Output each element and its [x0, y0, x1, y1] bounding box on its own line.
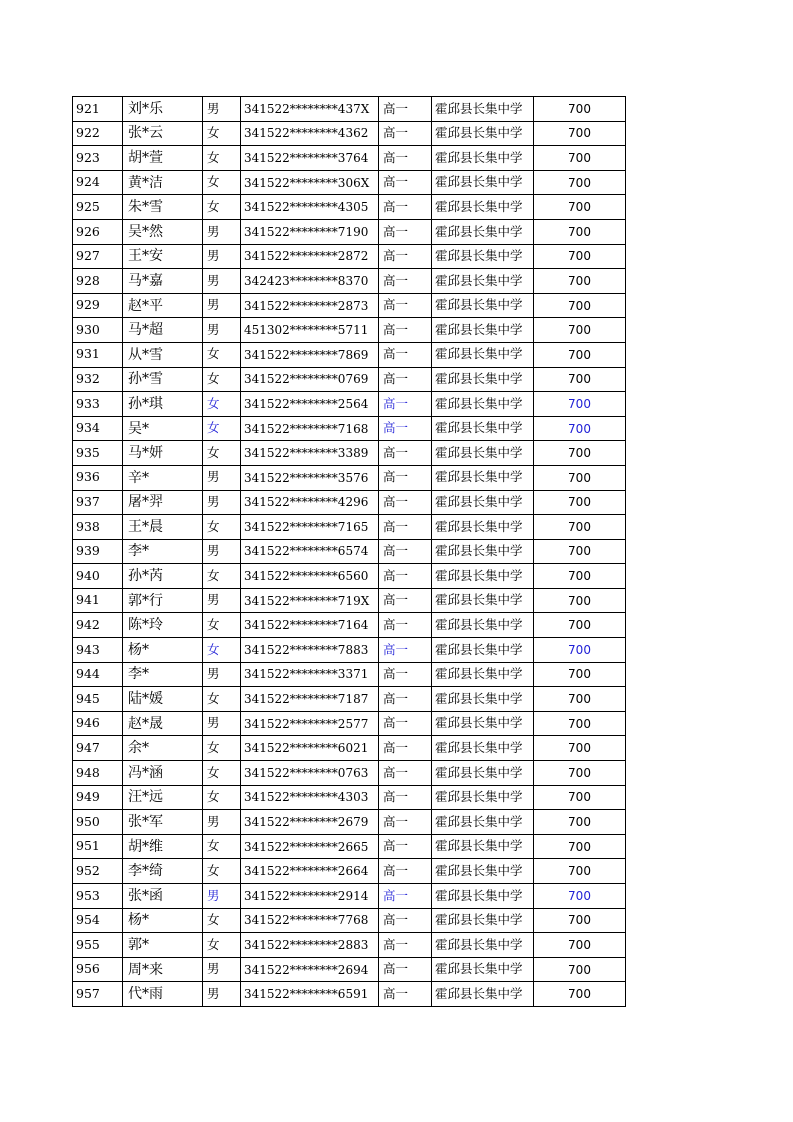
school-cell: 霍邱县长集中学 [432, 638, 534, 663]
amount-cell: 700 [534, 711, 626, 736]
school-cell: 霍邱县长集中学 [432, 810, 534, 835]
gender-cell: 男 [203, 244, 241, 269]
student-name-cell: 马*妍 [123, 441, 203, 466]
student-name-cell: 马*嘉 [123, 269, 203, 294]
row-number-cell: 927 [73, 244, 123, 269]
grade-cell: 高一 [379, 318, 432, 343]
table-row [73, 318, 626, 343]
student-name-cell: 孙*雪 [123, 367, 203, 392]
grade-cell: 高一 [379, 146, 432, 171]
id-number-cell: 341522********2914 [241, 884, 379, 909]
grade-cell: 高一 [379, 761, 432, 786]
school-cell: 霍邱县长集中学 [432, 392, 534, 417]
grade-cell: 高一 [379, 195, 432, 220]
gender-cell: 女 [203, 785, 241, 810]
gender-cell: 女 [203, 342, 241, 367]
table-row [73, 859, 626, 884]
table-row [73, 219, 626, 244]
amount-cell: 700 [534, 515, 626, 540]
gender-cell: 女 [203, 859, 241, 884]
id-number-cell: 341522********719X [241, 588, 379, 613]
student-name-cell: 汪*远 [123, 785, 203, 810]
amount-cell: 700 [534, 933, 626, 958]
school-cell: 霍邱县长集中学 [432, 834, 534, 859]
student-name-cell: 陆*媛 [123, 687, 203, 712]
gender-cell: 男 [203, 269, 241, 294]
id-number-cell: 341522********2665 [241, 834, 379, 859]
grade-cell: 高一 [379, 884, 432, 909]
amount-cell: 700 [534, 170, 626, 195]
row-number-cell: 948 [73, 761, 123, 786]
id-number-cell: 341522********0769 [241, 367, 379, 392]
id-number-cell: 451302********5711 [241, 318, 379, 343]
grade-cell: 高一 [379, 170, 432, 195]
school-cell: 霍邱县长集中学 [432, 711, 534, 736]
grade-cell: 高一 [379, 293, 432, 318]
grade-cell: 高一 [379, 342, 432, 367]
grade-cell: 高一 [379, 367, 432, 392]
amount-cell: 700 [534, 269, 626, 294]
amount-cell: 700 [534, 416, 626, 441]
school-cell: 霍邱县长集中学 [432, 957, 534, 982]
table-row [73, 785, 626, 810]
row-number-cell: 933 [73, 392, 123, 417]
student-name-cell: 代*雨 [123, 982, 203, 1007]
id-number-cell: 341522********7187 [241, 687, 379, 712]
amount-cell: 700 [534, 957, 626, 982]
amount-cell: 700 [534, 490, 626, 515]
row-number-cell: 950 [73, 810, 123, 835]
amount-cell: 700 [534, 441, 626, 466]
grade-cell: 高一 [379, 957, 432, 982]
student-name-cell: 赵*晟 [123, 711, 203, 736]
school-cell: 霍邱县长集中学 [432, 219, 534, 244]
student-name-cell: 余* [123, 736, 203, 761]
id-number-cell: 341522********2872 [241, 244, 379, 269]
table-row [73, 97, 626, 122]
amount-cell: 700 [534, 834, 626, 859]
gender-cell: 女 [203, 908, 241, 933]
id-number-cell: 341522********2883 [241, 933, 379, 958]
id-number-cell: 341522********4303 [241, 785, 379, 810]
table-row [73, 834, 626, 859]
gender-cell: 男 [203, 662, 241, 687]
table-row [73, 269, 626, 294]
amount-cell: 700 [534, 195, 626, 220]
student-name-cell: 刘*乐 [123, 97, 203, 122]
id-number-cell: 341522********7768 [241, 908, 379, 933]
grade-cell: 高一 [379, 834, 432, 859]
school-cell: 霍邱县长集中学 [432, 588, 534, 613]
school-cell: 霍邱县长集中学 [432, 195, 534, 220]
amount-cell: 700 [534, 342, 626, 367]
row-number-cell: 924 [73, 170, 123, 195]
id-number-cell: 341522********437X [241, 97, 379, 122]
row-number-cell: 925 [73, 195, 123, 220]
grade-cell: 高一 [379, 736, 432, 761]
school-cell: 霍邱县长集中学 [432, 933, 534, 958]
row-number-cell: 930 [73, 318, 123, 343]
table-row [73, 884, 626, 909]
table-row [73, 982, 626, 1007]
school-cell: 霍邱县长集中学 [432, 662, 534, 687]
amount-cell: 700 [534, 884, 626, 909]
id-number-cell: 341522********2664 [241, 859, 379, 884]
amount-cell: 700 [534, 564, 626, 589]
gender-cell: 男 [203, 465, 241, 490]
row-number-cell: 954 [73, 908, 123, 933]
grade-cell: 高一 [379, 416, 432, 441]
grade-cell: 高一 [379, 539, 432, 564]
gender-cell: 女 [203, 170, 241, 195]
student-name-cell: 胡*维 [123, 834, 203, 859]
gender-cell: 女 [203, 392, 241, 417]
amount-cell: 700 [534, 613, 626, 638]
gender-cell: 男 [203, 884, 241, 909]
table-row [73, 490, 626, 515]
table-row [73, 588, 626, 613]
amount-cell: 700 [534, 219, 626, 244]
table-row [73, 195, 626, 220]
gender-cell: 男 [203, 982, 241, 1007]
school-cell: 霍邱县长集中学 [432, 490, 534, 515]
grade-cell: 高一 [379, 441, 432, 466]
amount-cell: 700 [534, 244, 626, 269]
grade-cell: 高一 [379, 269, 432, 294]
school-cell: 霍邱县长集中学 [432, 515, 534, 540]
gender-cell: 男 [203, 539, 241, 564]
id-number-cell: 341522********306X [241, 170, 379, 195]
grade-cell: 高一 [379, 564, 432, 589]
school-cell: 霍邱县长集中学 [432, 441, 534, 466]
row-number-cell: 949 [73, 785, 123, 810]
id-number-cell: 341522********7168 [241, 416, 379, 441]
student-name-cell: 孙*琪 [123, 392, 203, 417]
row-number-cell: 922 [73, 121, 123, 146]
id-number-cell: 341522********2577 [241, 711, 379, 736]
grade-cell: 高一 [379, 810, 432, 835]
table-row [73, 613, 626, 638]
gender-cell: 女 [203, 933, 241, 958]
school-cell: 霍邱县长集中学 [432, 146, 534, 171]
id-number-cell: 341522********7869 [241, 342, 379, 367]
amount-cell: 700 [534, 638, 626, 663]
student-name-cell: 陈*玲 [123, 613, 203, 638]
student-name-cell: 周*来 [123, 957, 203, 982]
student-name-cell: 郭*行 [123, 588, 203, 613]
table-row [73, 711, 626, 736]
student-name-cell: 杨* [123, 638, 203, 663]
gender-cell: 女 [203, 146, 241, 171]
school-cell: 霍邱县长集中学 [432, 761, 534, 786]
amount-cell: 700 [534, 588, 626, 613]
table-row [73, 761, 626, 786]
id-number-cell: 341522********7164 [241, 613, 379, 638]
row-number-cell: 941 [73, 588, 123, 613]
grade-cell: 高一 [379, 933, 432, 958]
table-row [73, 515, 626, 540]
student-table [72, 96, 626, 1007]
row-number-cell: 957 [73, 982, 123, 1007]
row-number-cell: 935 [73, 441, 123, 466]
student-name-cell: 孙*芮 [123, 564, 203, 589]
gender-cell: 女 [203, 834, 241, 859]
id-number-cell: 341522********7190 [241, 219, 379, 244]
row-number-cell: 929 [73, 293, 123, 318]
student-name-cell: 从*雪 [123, 342, 203, 367]
row-number-cell: 937 [73, 490, 123, 515]
student-name-cell: 屠*羿 [123, 490, 203, 515]
grade-cell: 高一 [379, 785, 432, 810]
amount-cell: 700 [534, 908, 626, 933]
student-name-cell: 胡*萱 [123, 146, 203, 171]
school-cell: 霍邱县长集中学 [432, 613, 534, 638]
row-number-cell: 940 [73, 564, 123, 589]
student-name-cell: 李* [123, 539, 203, 564]
table-row [73, 170, 626, 195]
amount-cell: 700 [534, 97, 626, 122]
school-cell: 霍邱县长集中学 [432, 269, 534, 294]
school-cell: 霍邱县长集中学 [432, 367, 534, 392]
amount-cell: 700 [534, 293, 626, 318]
student-name-cell: 朱*雪 [123, 195, 203, 220]
table-row [73, 416, 626, 441]
table-row [73, 441, 626, 466]
grade-cell: 高一 [379, 97, 432, 122]
row-number-cell: 945 [73, 687, 123, 712]
amount-cell: 700 [534, 318, 626, 343]
amount-cell: 700 [534, 539, 626, 564]
grade-cell: 高一 [379, 687, 432, 712]
id-number-cell: 341522********3389 [241, 441, 379, 466]
school-cell: 霍邱县长集中学 [432, 736, 534, 761]
id-number-cell: 341522********2564 [241, 392, 379, 417]
school-cell: 霍邱县长集中学 [432, 318, 534, 343]
id-number-cell: 341522********0763 [241, 761, 379, 786]
row-number-cell: 938 [73, 515, 123, 540]
table-row [73, 146, 626, 171]
gender-cell: 女 [203, 416, 241, 441]
id-number-cell: 341522********2873 [241, 293, 379, 318]
row-number-cell: 952 [73, 859, 123, 884]
grade-cell: 高一 [379, 982, 432, 1007]
amount-cell: 700 [534, 121, 626, 146]
grade-cell: 高一 [379, 465, 432, 490]
amount-cell: 700 [534, 859, 626, 884]
id-number-cell: 341522********6591 [241, 982, 379, 1007]
school-cell: 霍邱县长集中学 [432, 121, 534, 146]
gender-cell: 男 [203, 219, 241, 244]
school-cell: 霍邱县长集中学 [432, 785, 534, 810]
gender-cell: 女 [203, 195, 241, 220]
row-number-cell: 946 [73, 711, 123, 736]
grade-cell: 高一 [379, 515, 432, 540]
table-row [73, 121, 626, 146]
row-number-cell: 944 [73, 662, 123, 687]
grade-cell: 高一 [379, 490, 432, 515]
grade-cell: 高一 [379, 219, 432, 244]
row-number-cell: 928 [73, 269, 123, 294]
student-name-cell: 赵*平 [123, 293, 203, 318]
grade-cell: 高一 [379, 244, 432, 269]
school-cell: 霍邱县长集中学 [432, 97, 534, 122]
row-number-cell: 936 [73, 465, 123, 490]
gender-cell: 女 [203, 736, 241, 761]
table-row [73, 392, 626, 417]
grade-cell: 高一 [379, 588, 432, 613]
table-row [73, 908, 626, 933]
grade-cell: 高一 [379, 121, 432, 146]
student-name-cell: 张*军 [123, 810, 203, 835]
gender-cell: 男 [203, 318, 241, 343]
table-row [73, 564, 626, 589]
id-number-cell: 341522********7165 [241, 515, 379, 540]
row-number-cell: 931 [73, 342, 123, 367]
row-number-cell: 942 [73, 613, 123, 638]
grade-cell: 高一 [379, 859, 432, 884]
row-number-cell: 956 [73, 957, 123, 982]
amount-cell: 700 [534, 982, 626, 1007]
amount-cell: 700 [534, 392, 626, 417]
gender-cell: 女 [203, 367, 241, 392]
id-number-cell: 341522********7883 [241, 638, 379, 663]
gender-cell: 男 [203, 957, 241, 982]
gender-cell: 女 [203, 638, 241, 663]
amount-cell: 700 [534, 687, 626, 712]
table-row [73, 539, 626, 564]
student-name-cell: 李*绮 [123, 859, 203, 884]
school-cell: 霍邱县长集中学 [432, 564, 534, 589]
row-number-cell: 951 [73, 834, 123, 859]
row-number-cell: 923 [73, 146, 123, 171]
student-name-cell: 张*云 [123, 121, 203, 146]
school-cell: 霍邱县长集中学 [432, 859, 534, 884]
row-number-cell: 921 [73, 97, 123, 122]
school-cell: 霍邱县长集中学 [432, 908, 534, 933]
school-cell: 霍邱县长集中学 [432, 539, 534, 564]
table-row [73, 736, 626, 761]
grade-cell: 高一 [379, 613, 432, 638]
gender-cell: 女 [203, 761, 241, 786]
student-name-cell: 郭* [123, 933, 203, 958]
student-name-cell: 李* [123, 662, 203, 687]
school-cell: 霍邱县长集中学 [432, 687, 534, 712]
school-cell: 霍邱县长集中学 [432, 465, 534, 490]
student-name-cell: 张*函 [123, 884, 203, 909]
student-name-cell: 冯*涵 [123, 761, 203, 786]
gender-cell: 男 [203, 588, 241, 613]
id-number-cell: 341522********6021 [241, 736, 379, 761]
student-name-cell: 辛* [123, 465, 203, 490]
row-number-cell: 943 [73, 638, 123, 663]
id-number-cell: 341522********4296 [241, 490, 379, 515]
id-number-cell: 341522********2679 [241, 810, 379, 835]
id-number-cell: 341522********4305 [241, 195, 379, 220]
table-row [73, 342, 626, 367]
id-number-cell: 341522********4362 [241, 121, 379, 146]
id-number-cell: 342423********8370 [241, 269, 379, 294]
row-number-cell: 947 [73, 736, 123, 761]
id-number-cell: 341522********3576 [241, 465, 379, 490]
school-cell: 霍邱县长集中学 [432, 342, 534, 367]
grade-cell: 高一 [379, 392, 432, 417]
student-name-cell: 黄*洁 [123, 170, 203, 195]
row-number-cell: 932 [73, 367, 123, 392]
table-row [73, 244, 626, 269]
amount-cell: 700 [534, 662, 626, 687]
gender-cell: 女 [203, 441, 241, 466]
school-cell: 霍邱县长集中学 [432, 244, 534, 269]
gender-cell: 男 [203, 711, 241, 736]
table-row [73, 687, 626, 712]
table-row [73, 638, 626, 663]
gender-cell: 女 [203, 515, 241, 540]
grade-cell: 高一 [379, 638, 432, 663]
amount-cell: 700 [534, 465, 626, 490]
student-name-cell: 马*超 [123, 318, 203, 343]
amount-cell: 700 [534, 810, 626, 835]
table-row [73, 465, 626, 490]
id-number-cell: 341522********6560 [241, 564, 379, 589]
gender-cell: 女 [203, 613, 241, 638]
id-number-cell: 341522********6574 [241, 539, 379, 564]
school-cell: 霍邱县长集中学 [432, 293, 534, 318]
id-number-cell: 341522********2694 [241, 957, 379, 982]
grade-cell: 高一 [379, 711, 432, 736]
row-number-cell: 926 [73, 219, 123, 244]
id-number-cell: 341522********3764 [241, 146, 379, 171]
gender-cell: 女 [203, 564, 241, 589]
amount-cell: 700 [534, 367, 626, 392]
gender-cell: 女 [203, 121, 241, 146]
school-cell: 霍邱县长集中学 [432, 416, 534, 441]
gender-cell: 男 [203, 810, 241, 835]
row-number-cell: 953 [73, 884, 123, 909]
school-cell: 霍邱县长集中学 [432, 982, 534, 1007]
student-name-cell: 王*安 [123, 244, 203, 269]
student-name-cell: 杨* [123, 908, 203, 933]
table-row [73, 933, 626, 958]
gender-cell: 女 [203, 687, 241, 712]
gender-cell: 男 [203, 97, 241, 122]
table-row [73, 810, 626, 835]
table-row [73, 293, 626, 318]
amount-cell: 700 [534, 761, 626, 786]
grade-cell: 高一 [379, 908, 432, 933]
student-name-cell: 吴*然 [123, 219, 203, 244]
table-row [73, 957, 626, 982]
amount-cell: 700 [534, 736, 626, 761]
table-row [73, 662, 626, 687]
school-cell: 霍邱县长集中学 [432, 884, 534, 909]
id-number-cell: 341522********3371 [241, 662, 379, 687]
row-number-cell: 939 [73, 539, 123, 564]
student-name-cell: 王*晨 [123, 515, 203, 540]
student-table-body [73, 97, 626, 1007]
gender-cell: 男 [203, 293, 241, 318]
amount-cell: 700 [534, 785, 626, 810]
grade-cell: 高一 [379, 662, 432, 687]
school-cell: 霍邱县长集中学 [432, 170, 534, 195]
amount-cell: 700 [534, 146, 626, 171]
row-number-cell: 934 [73, 416, 123, 441]
row-number-cell: 955 [73, 933, 123, 958]
gender-cell: 男 [203, 490, 241, 515]
student-name-cell: 吴* [123, 416, 203, 441]
table-row [73, 367, 626, 392]
